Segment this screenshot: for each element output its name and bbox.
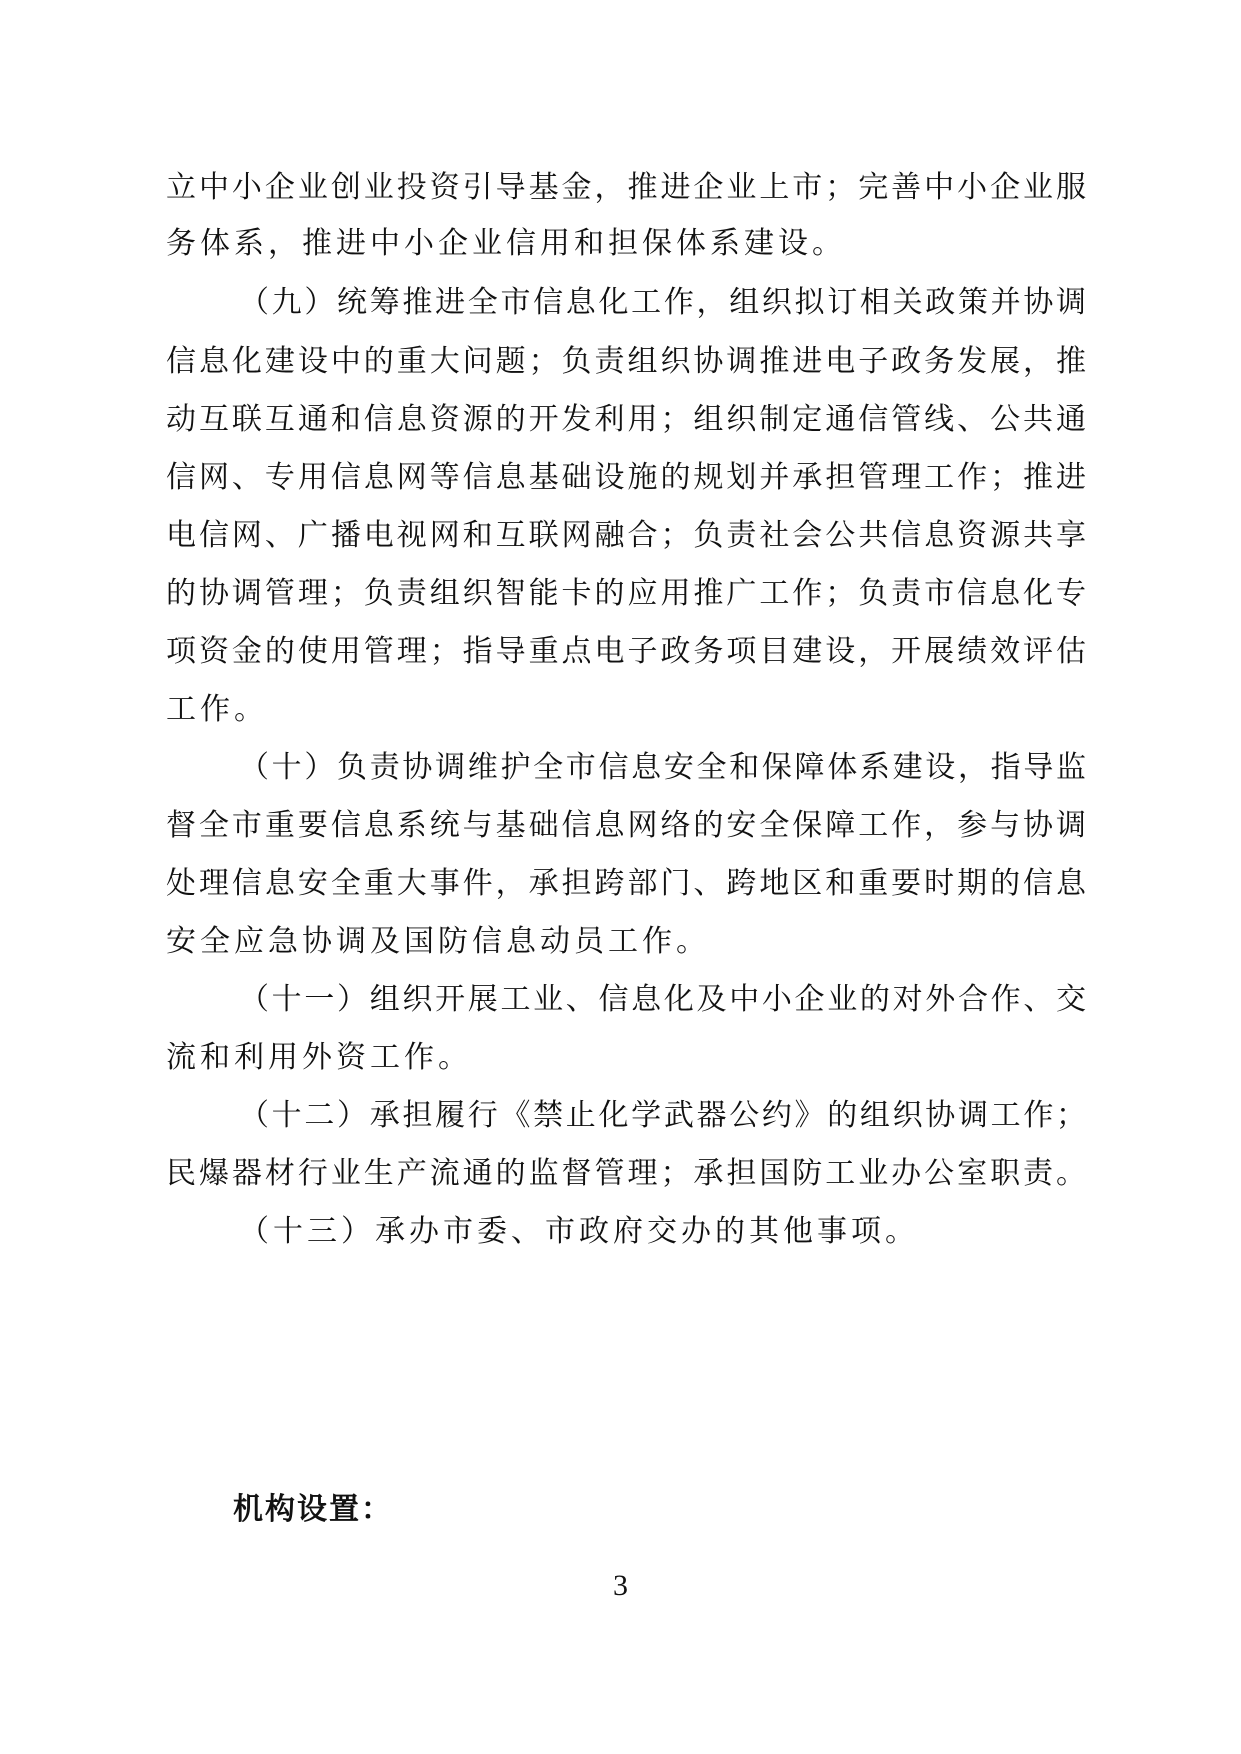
paragraph-line: 动互联互通和信息资源的开发利用；组织制定通信管线、公共通 xyxy=(166,402,1086,437)
paragraph-line: 处理信息安全重大事件，承担跨部门、跨地区和重要时期的信息 xyxy=(166,866,1086,901)
paragraph-line: 信息化建设中的重大问题；负责组织协调推进电子政务发展，推 xyxy=(166,344,1086,379)
paragraph-line: 的协调管理；负责组织智能卡的应用推广工作；负责市信息化专 xyxy=(166,576,1086,611)
paragraph-line: 电信网、广播电视网和互联网融合；负责社会公共信息资源共享 xyxy=(166,518,1086,553)
paragraph-line: （十三）承办市委、市政府交办的其他事项。 xyxy=(239,1214,919,1249)
paragraph-line: （九）统筹推进全市信息化工作，组织拟订相关政策并协调 xyxy=(239,285,1086,320)
paragraph-line: （十二）承担履行《禁止化学武器公约》的组织协调工作； xyxy=(239,1098,1086,1133)
paragraph-line: （十）负责协调维护全市信息安全和保障体系建设，指导监 xyxy=(239,750,1086,785)
paragraph-line: 安全应急协调及国防信息动员工作。 xyxy=(166,924,710,959)
page-number: 3 xyxy=(613,1569,628,1602)
paragraph-line: 民爆器材行业生产流通的监督管理；承担国防工业办公室职责。 xyxy=(166,1156,1086,1191)
paragraph-line: 务体系，推进中小企业信用和担保体系建设。 xyxy=(166,226,846,261)
paragraph-line: 项资金的使用管理；指导重点电子政务项目建设，开展绩效评估 xyxy=(166,634,1086,669)
section-heading: 机构设置： xyxy=(233,1492,393,1527)
paragraph-line: 立中小企业创业投资引导基金，推进企业上市；完善中小企业服 xyxy=(166,170,1086,205)
paragraph-line: 流和利用外资工作。 xyxy=(166,1040,472,1075)
paragraph-line: 督全市重要信息系统与基础信息网络的安全保障工作，参与协调 xyxy=(166,808,1086,843)
paragraph-line: 信网、专用信息网等信息基础设施的规划并承担管理工作；推进 xyxy=(166,460,1086,495)
paragraph-line: （十一）组织开展工业、信息化及中小企业的对外合作、交 xyxy=(239,982,1086,1017)
paragraph-line: 工作。 xyxy=(166,692,268,727)
